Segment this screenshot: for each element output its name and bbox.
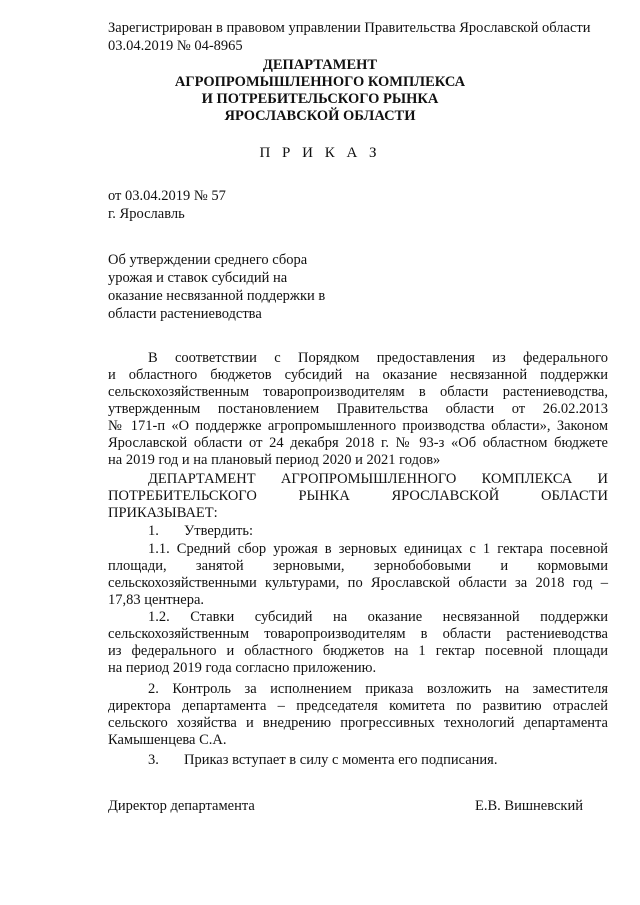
item-1-2-line-2: сельскохозяйственным товаропроизводителям в области растениеводства bbox=[108, 626, 608, 642]
orders-intro-line-3: ПРИКАЗЫВАЕТ: bbox=[108, 505, 218, 521]
preamble-line-4: утвержденным постановлением Правительства области от 26.02.2013 bbox=[108, 401, 608, 417]
item-2-line-1: 2. Контроль за исполнением приказа возложить на заместителя bbox=[148, 681, 608, 697]
registration-line-2: 03.04.2019 № 04-8965 bbox=[108, 38, 243, 54]
item-3-number: 3. bbox=[148, 752, 159, 768]
department-line-2: АГРОПРОМЫШЛЕННОГО КОМПЛЕКСА bbox=[174, 74, 466, 90]
subject-line-4: области растениеводства bbox=[108, 306, 262, 322]
item-1-2-line-3: из федерального и областного бюджетов на 1 гектар посевной площади bbox=[108, 643, 608, 659]
preamble-line-3: сельскохозяйственным товаропроизводителям в области растениеводства, bbox=[108, 384, 608, 400]
item-2-line-3: сельского хозяйства и внедрению прогрессивных технологий департамента bbox=[108, 715, 608, 731]
department-line-3: И ПОТРЕБИТЕЛЬСКОГО РЫНКА bbox=[201, 91, 439, 107]
preamble-line-2: и областного бюджетов субсидий на оказание несвязанной поддержки bbox=[108, 367, 608, 383]
department-line-4: ЯРОСЛАВСКОЙ ОБЛАСТИ bbox=[224, 108, 416, 124]
item-1-text: Утвердить: bbox=[184, 523, 253, 539]
subject-line-2: урожая и ставок субсидий на bbox=[108, 270, 288, 286]
subject-line-3: оказание несвязанной поддержки в bbox=[108, 288, 326, 304]
orders-intro-line-1: ДЕПАРТАМЕНТ АГРОПРОМЫШЛЕННОГО КОМПЛЕКСА И bbox=[148, 471, 608, 487]
preamble-line-6: Ярославской области от 24 декабря 2018 г. № 93-з «Об областном бюджете bbox=[108, 435, 608, 451]
document-type-title: П Р И К А З bbox=[259, 145, 381, 161]
subject-line-1: Об утверждении среднего сбора bbox=[108, 252, 308, 268]
preamble-line-1: В соответствии с Порядком предоставления из федерального bbox=[148, 350, 608, 366]
item-1-1-line-4: 17,83 центнера. bbox=[108, 592, 205, 608]
item-1-1-line-2: площади, занятой зерновыми, зернобобовыми и кормовыми bbox=[108, 558, 608, 574]
department-line-1: ДЕПАРТАМЕНТ bbox=[262, 57, 378, 73]
item-1-1-line-1: 1.1. Средний сбор урожая в зерновых единицах с 1 гектара посевной bbox=[148, 541, 608, 557]
registration-line-1: Зарегистрирован в правовом управлении Правительства Ярославской области bbox=[108, 20, 591, 36]
signatory-name: Е.В. Вишневский bbox=[475, 798, 583, 814]
item-1-1-line-3: сельскохозяйственными культурами, по Ярославской области за 2018 год – bbox=[108, 575, 608, 591]
date-number: от 03.04.2019 № 57 bbox=[108, 188, 226, 204]
signatory-position: Директор департамента bbox=[108, 798, 255, 814]
item-2-line-4: Камышенцева С.А. bbox=[108, 732, 227, 748]
item-1-2-line-1: 1.2. Ставки субсидий на оказание несвязанной поддержки bbox=[148, 609, 608, 625]
preamble-line-7: на 2019 год и на плановый период 2020 и 2021 годов» bbox=[108, 452, 441, 468]
preamble-line-5: № 171-п «О поддержке агропромышленного производства области», Законом bbox=[108, 418, 608, 434]
item-2-line-2: директора департамента – председателя комитета по развитию отраслей bbox=[108, 698, 608, 714]
city: г. Ярославль bbox=[108, 206, 185, 222]
item-1-number: 1. bbox=[148, 523, 159, 539]
orders-intro-line-2: ПОТРЕБИТЕЛЬСКОГО РЫНКА ЯРОСЛАВСКОЙ ОБЛАСТИ bbox=[108, 488, 608, 504]
item-3-text: Приказ вступает в силу с момента его подписания. bbox=[184, 752, 498, 768]
item-1-2-line-4: на период 2019 года согласно приложению. bbox=[108, 660, 377, 676]
